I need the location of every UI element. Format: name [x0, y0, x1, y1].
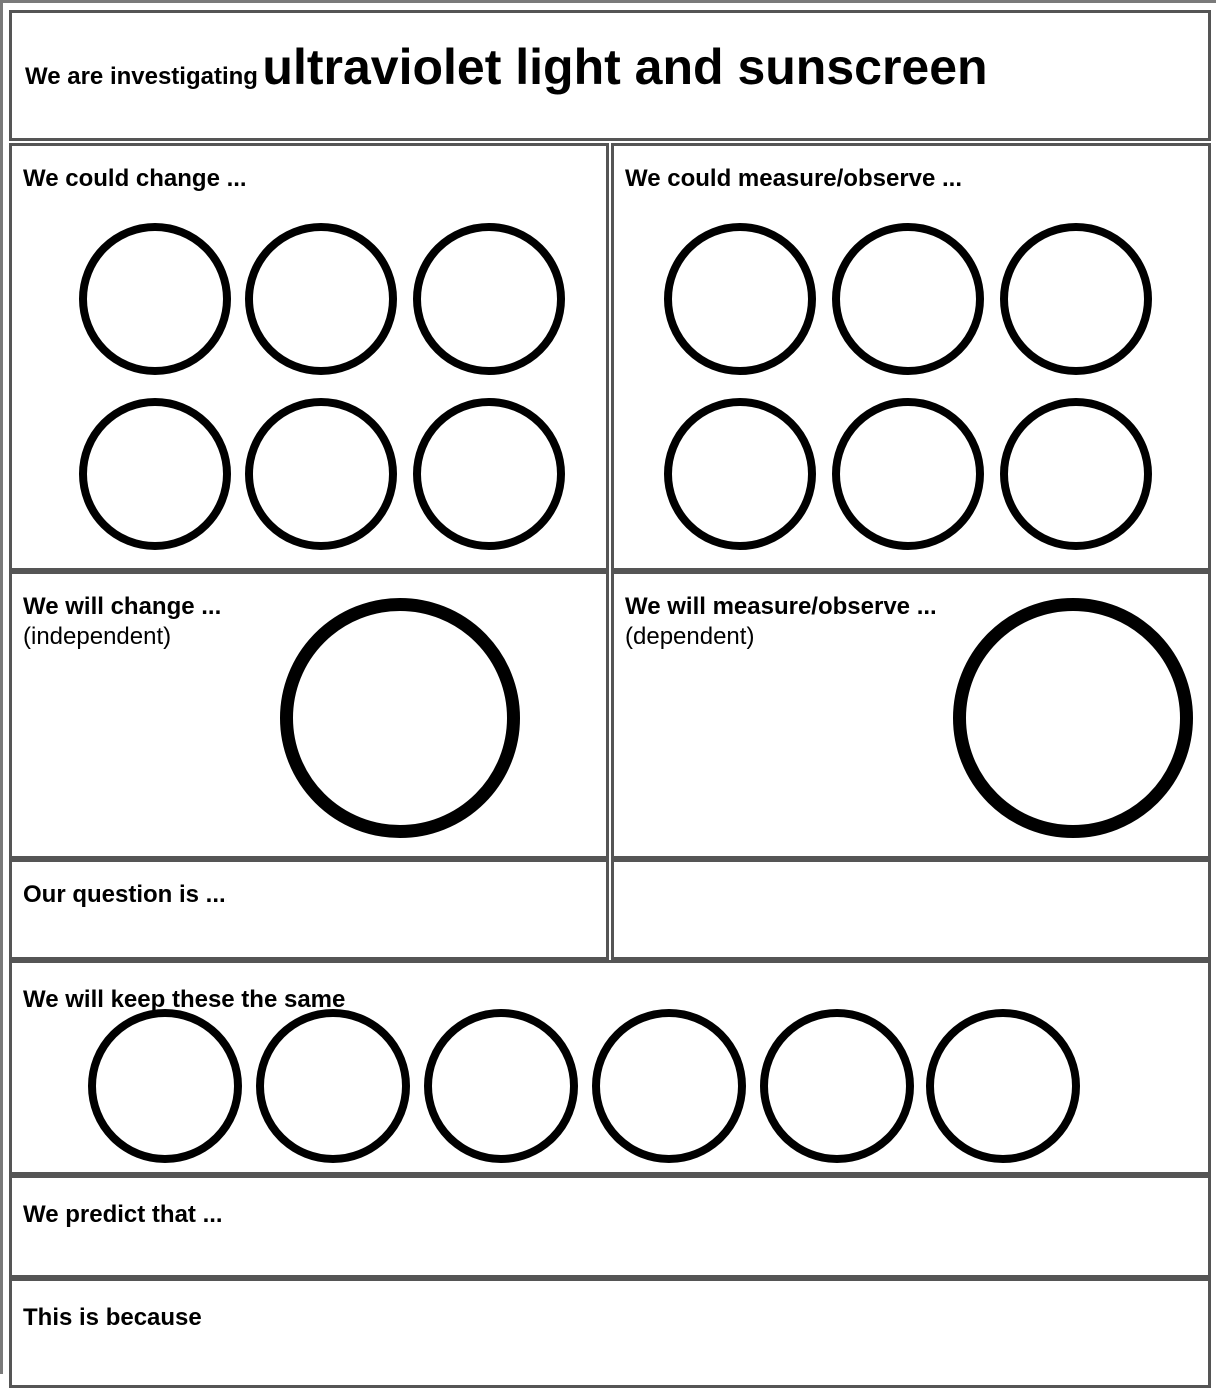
will-change-box: [9, 571, 609, 859]
keep-same-ring[interactable]: [424, 1009, 578, 1163]
will-measure-box: [611, 571, 1211, 859]
will-measure-sublabel: (dependent): [625, 623, 755, 650]
keep-same-ring[interactable]: [256, 1009, 410, 1163]
could-change-ring[interactable]: [79, 223, 231, 375]
keep-same-ring[interactable]: [926, 1009, 1080, 1163]
question-label: Our question is ...: [23, 881, 226, 908]
predict-label: We predict that ...: [23, 1201, 223, 1228]
keep-same-ring[interactable]: [760, 1009, 914, 1163]
could-change-ring[interactable]: [245, 223, 397, 375]
will-measure-label: We will measure/observe ...: [625, 593, 937, 620]
could-change-ring[interactable]: [413, 223, 565, 375]
could-measure-label: We could measure/observe ...: [625, 165, 963, 192]
could-measure-ring[interactable]: [664, 223, 816, 375]
will-change-label: We will change ...: [23, 593, 222, 620]
could-measure-ring[interactable]: [664, 398, 816, 550]
predict-box[interactable]: [9, 1175, 1211, 1278]
because-box[interactable]: [9, 1278, 1211, 1388]
page-title: [25, 39, 988, 108]
title-box: [9, 10, 1211, 141]
will-change-ring[interactable]: [280, 598, 520, 838]
could-change-box: [9, 143, 609, 571]
could-measure-ring[interactable]: [1000, 223, 1152, 375]
keep-same-ring[interactable]: [592, 1009, 746, 1163]
could-change-ring[interactable]: [79, 398, 231, 550]
could-change-label: We could change ...: [23, 165, 247, 192]
keep-same-box: [9, 960, 1211, 1175]
title-topic: ultraviolet light and sunscreen: [262, 39, 988, 95]
could-change-ring[interactable]: [413, 398, 565, 550]
because-label: This is because: [23, 1304, 202, 1331]
could-measure-box: [611, 143, 1211, 571]
keep-same-ring[interactable]: [88, 1009, 242, 1163]
could-change-ring[interactable]: [245, 398, 397, 550]
keep-same-label: We will keep these the same: [23, 986, 346, 1013]
could-measure-ring[interactable]: [1000, 398, 1152, 550]
title-prefix: We are investigating: [25, 63, 258, 90]
question-answer-box[interactable]: [611, 859, 1211, 960]
will-change-sublabel: (independent): [23, 623, 172, 650]
could-measure-ring[interactable]: [832, 398, 984, 550]
could-measure-ring[interactable]: [832, 223, 984, 375]
question-box: [9, 859, 609, 960]
will-measure-ring[interactable]: [953, 598, 1193, 838]
